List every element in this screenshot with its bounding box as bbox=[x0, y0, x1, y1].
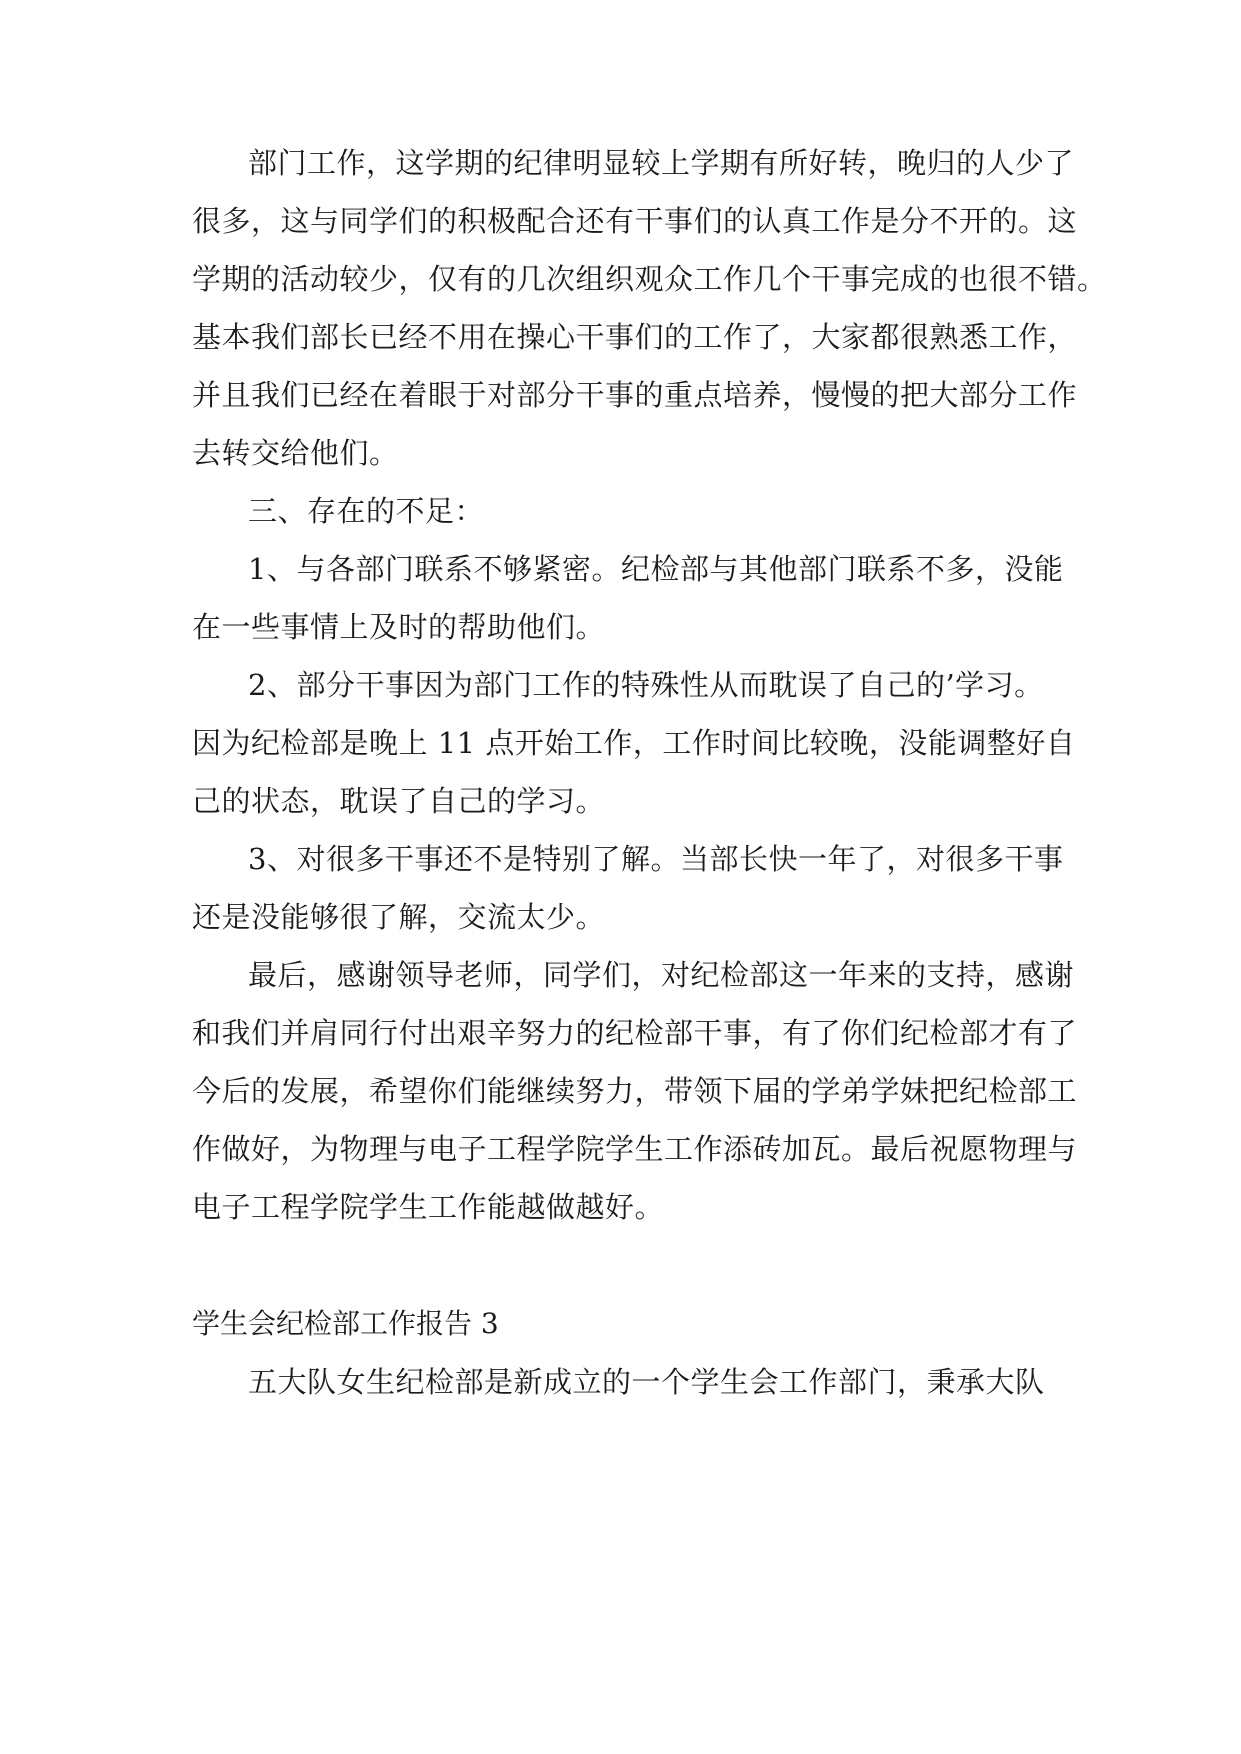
paragraph-line: 和我们并肩同行付出艰辛努力的纪检部干事，有了你们纪检部才有了 bbox=[192, 1016, 1078, 1050]
paragraph-line: 1、与各部门联系不够紧密。纪检部与其他部门联系不多，没能 bbox=[248, 552, 1064, 586]
paragraph-line: 最后，感谢领导老师，同学们，对纪检部这一年来的支持，感谢 bbox=[248, 958, 1075, 992]
paragraph-line: 电子工程学院学生工作能越做越好。 bbox=[192, 1190, 665, 1224]
paragraph-line: 今后的发展，希望你们能继续努力，带领下届的学弟学妹把纪检部工 bbox=[192, 1074, 1078, 1108]
paragraph-line: 部门工作，这学期的纪律明显较上学期有所好转，晚归的人少了 bbox=[248, 146, 1075, 180]
paragraph-line: 五大队女生纪检部是新成立的一个学生会工作部门，秉承大队 bbox=[248, 1365, 1045, 1399]
paragraph-line: 因为纪检部是晚上 11 点开始工作，工作时间比较晚，没能调整好自 bbox=[192, 726, 1076, 760]
paragraph-line: 己的状态，耽误了自己的学习。 bbox=[192, 784, 606, 818]
paragraph-line: 很多，这与同学们的积极配合还有干事们的认真工作是分不开的。这 bbox=[192, 204, 1078, 238]
paragraph-line: 去转交给他们。 bbox=[192, 436, 399, 470]
paragraph-line: 并且我们已经在着眼于对部分干事的重点培养，慢慢的把大部分工作 bbox=[192, 378, 1078, 412]
paragraph-line: 2、部分干事因为部门工作的特殊性从而耽误了自己的’学习。 bbox=[248, 668, 1044, 702]
paragraph-line: 在一些事情上及时的帮助他们。 bbox=[192, 610, 606, 644]
paragraph-line: 还是没能够很了解，交流太少。 bbox=[192, 900, 606, 934]
section-heading: 三、存在的不足： bbox=[248, 494, 485, 528]
paragraph-line: 作做好，为物理与电子工程学院学生工作添砖加瓦。最后祝愿物理与 bbox=[192, 1132, 1078, 1166]
paragraph-line: 基本我们部长已经不用在操心干事们的工作了，大家都很熟悉工作， bbox=[192, 320, 1078, 354]
paragraph-line: 学期的活动较少，仅有的几次组织观众工作几个干事完成的也很不错。 bbox=[192, 262, 1107, 296]
paragraph-line: 3、对很多干事还不是特别了解。当部长快一年了，对很多干事 bbox=[248, 842, 1064, 876]
document-heading: 学生会纪检部工作报告 3 bbox=[192, 1307, 499, 1340]
